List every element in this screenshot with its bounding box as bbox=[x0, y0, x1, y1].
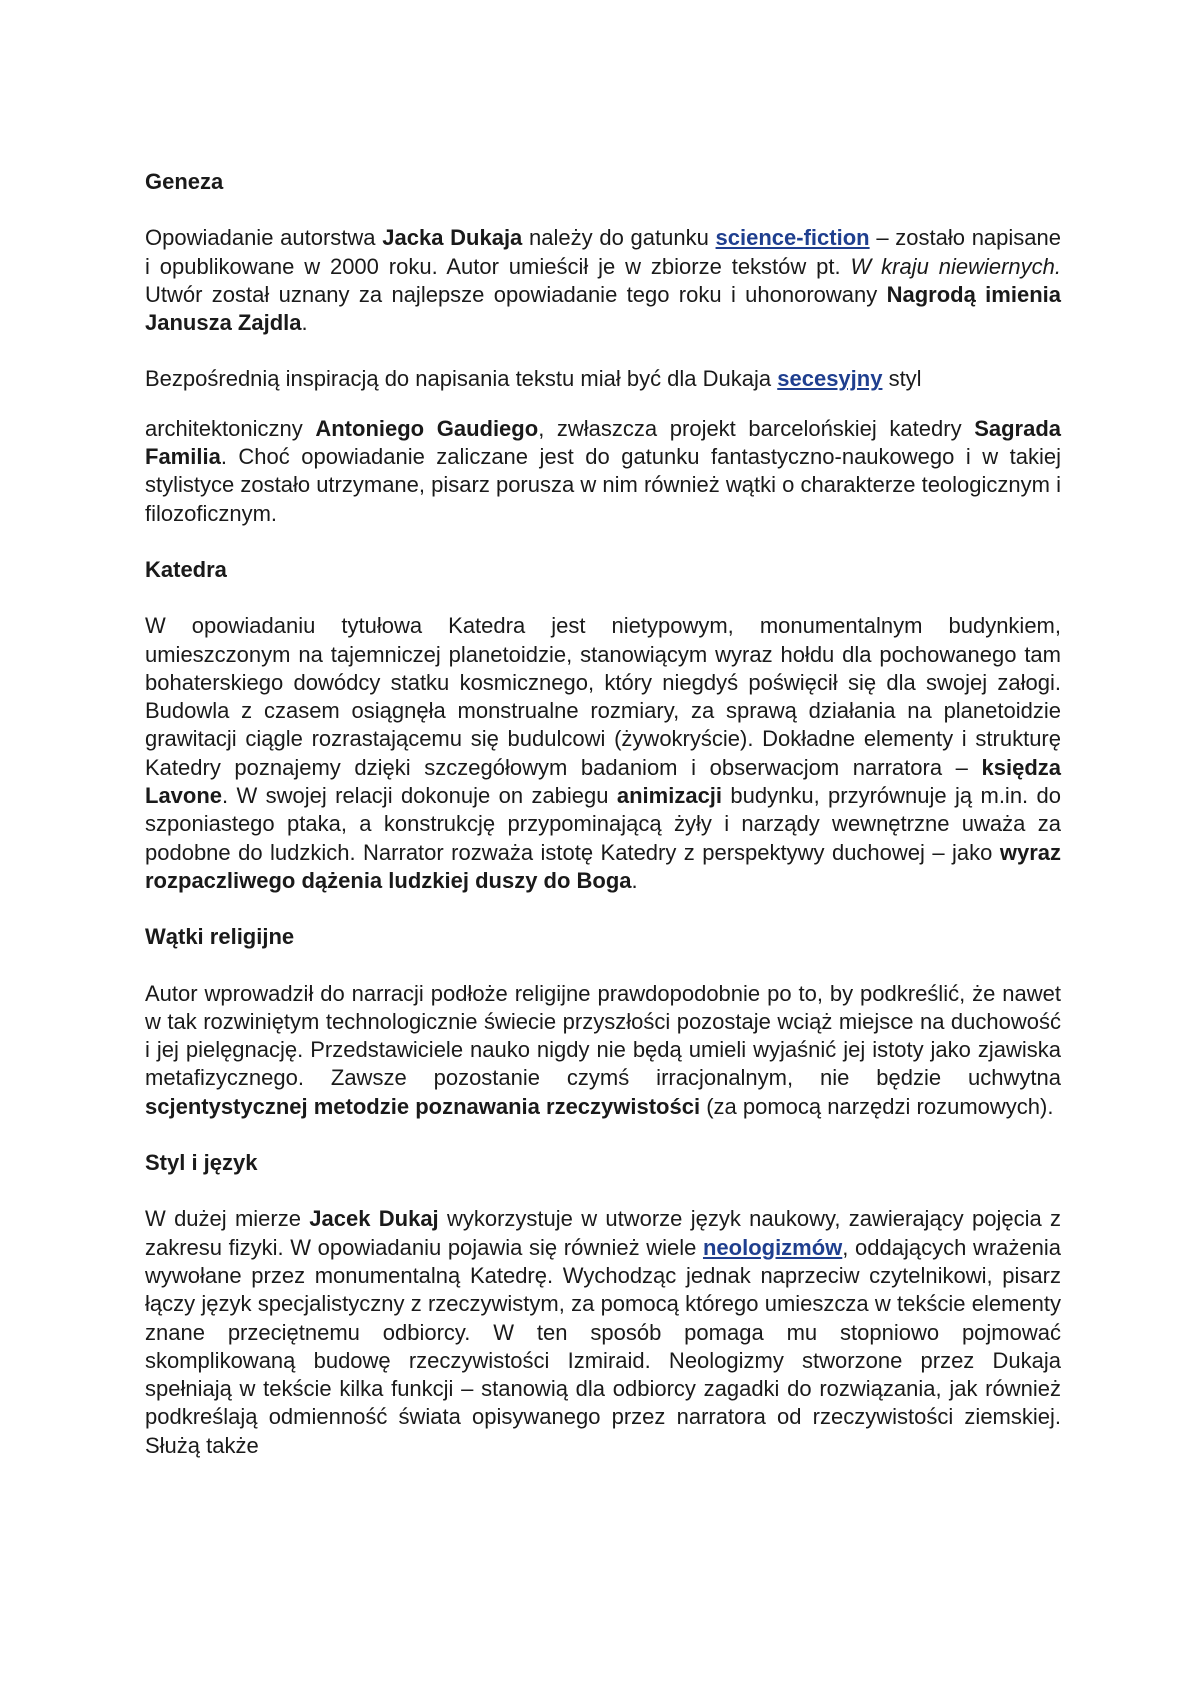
text-run: wykorzystuje w utworze język naukowy, zawierający pojęcia z zakresu fizyki. W opowiadaniu pojawia się również wiele bbox=[145, 1206, 1061, 1260]
document-page bbox=[145, 168, 1061, 1488]
link-science-fiction[interactable]: science-fiction bbox=[715, 225, 870, 251]
text-run: Utwór został uznany za najlepsze opowiadanie tego roku i uhonorowany bbox=[145, 281, 887, 307]
bold-animizacja: animizacji bbox=[616, 783, 723, 809]
text-run: Bezpośrednią inspiracją do napisania tekstu miał być dla Dukaja bbox=[145, 366, 778, 392]
text-run: – zostało napisane i opublikowane w 2000 roku. Autor umieścił je w zbiorze tekstów pt. bbox=[145, 225, 1061, 279]
paragraph-styl-1 bbox=[145, 1205, 1061, 1460]
paragraph-watki-1 bbox=[145, 980, 1061, 1121]
bold-author-name: Jacek Dukaj bbox=[309, 1206, 439, 1232]
text-run: Opowiadanie autorstwa bbox=[145, 225, 383, 251]
bold-author-name: Jacka Dukaja bbox=[382, 225, 523, 251]
text-run: , oddających wrażenia wywołane przez monumentalną Katedrę. Wychodząc jednak naprzeciw czytelnikowi, pisarz łączy język specjalistyczny z rzeczywistym, za pomocą którego umieszcza w tekście elementy znane przeciętnemu odbiorcy. W ten sposób pomaga mu stopniowo pojmować skomplikowaną budowę rzeczywistości Izmiraid. Neologizmy stworzone przez Dukaja spełniają w tekście kilka funkcji – stanowią dla odbiorcy zagadki do rozwiązania, jak również podkreślają odmienność świata opisywanego przez narratora od rzeczywistości ziemskiej. Służą także bbox=[145, 1234, 1061, 1458]
text-run: budynku, przyrównuje ją m.in. do szponiastego ptaka, a konstrukcję przypominającą żyły i narządy wewnętrzne uważa za podobne do ludzkich. Narrator rozważa istotę Katedry z perspektywy duchowej – jako bbox=[145, 783, 1061, 865]
paragraph-geneza-1 bbox=[145, 224, 1061, 337]
bold-key-phrase: wyraz rozpaczliwego dążenia ludzkiej duszy do Boga bbox=[145, 839, 1061, 893]
heading-styl-i-jezyk: Styl i język bbox=[145, 1150, 258, 1176]
bold-cathedral-name: Sagrada Familia bbox=[145, 415, 1062, 470]
text-run: . W swojej relacji dokonuje on zabiegu bbox=[222, 783, 617, 809]
text-run: architektoniczny bbox=[145, 415, 316, 441]
paragraph-geneza-3 bbox=[145, 415, 1061, 528]
bold-award-name: Nagrodą imienia Janusza Zajdla bbox=[145, 281, 1061, 336]
text-run: W dużej mierze bbox=[145, 1206, 310, 1232]
link-neologizmow[interactable]: neologizmów bbox=[702, 1234, 843, 1260]
text-run: styl bbox=[882, 366, 922, 392]
text-run: , zwłaszcza projekt barcelońskiej katedry bbox=[538, 415, 975, 441]
heading-geneza: Geneza bbox=[145, 169, 224, 194]
text-run: W opowiadaniu tytułowa Katedra jest nietypowym, monumentalnym budynkiem, umieszczonym na tajemniczej planetoidzie, stanowiącym wyraz hołdu dla pochowanego tam bohaterskiego dowódcy statku kosmicznego, który niegdyś poświęcił się dla swojej załogi. Budowla z czasem osiągnęła monstrualne rozmiary, za sprawą działania na planetoidzie grawitacji ciągle rozrastającemu się budulcowi (żywokryście). Dokładne elementy i strukturę Katedry poznajemy dzięki szczegółowym badaniom i obserwacjom narratora – bbox=[145, 613, 1061, 780]
text-run: . bbox=[631, 867, 638, 893]
bold-scientific-method: scjentystycznej metodzie poznawania rzeczywistości bbox=[145, 1093, 701, 1119]
text-run: Autor wprowadził do narracji podłoże religijne prawdopodobnie po to, by podkreślić, że nawet w tak rozwiniętym technologicznie świecie przyszłości pozostaje wciąż miejsce na duchowość i jej pielęgnację. Przedstawiciele nauko nigdy nie będą umieli wyjaśnić jej istoty jako zjawiska metafizycznego. Zawsze pozostanie czymś irracjonalnym, nie będzie uchwytna bbox=[145, 980, 1061, 1091]
link-secesyjny[interactable]: secesyjny bbox=[777, 366, 883, 392]
text-run: należy do gatunku bbox=[522, 225, 716, 251]
text-run: (za pomocą narzędzi rozumowych). bbox=[700, 1093, 1054, 1119]
heading-katedra: Katedra bbox=[145, 556, 227, 582]
bold-architect-name: Antoniego Gaudiego bbox=[315, 415, 539, 441]
paragraph-katedra-1 bbox=[145, 612, 1061, 895]
italic-book-title: W kraju niewiernych. bbox=[850, 253, 1061, 279]
text-run: . Choć opowiadanie zaliczane jest do gatunku fantastyczno-naukowego i w takiej stylistyce zostało utrzymane, pisarz porusza w nim również wątki o charakterze teologicznym i filozoficznym. bbox=[145, 444, 1061, 526]
text-run: . bbox=[301, 310, 308, 336]
heading-watki-religijne: Wątki religijne bbox=[145, 924, 295, 950]
bold-narrator-name: księdza Lavone bbox=[145, 754, 1061, 809]
paragraph-geneza-2 bbox=[145, 365, 1061, 393]
